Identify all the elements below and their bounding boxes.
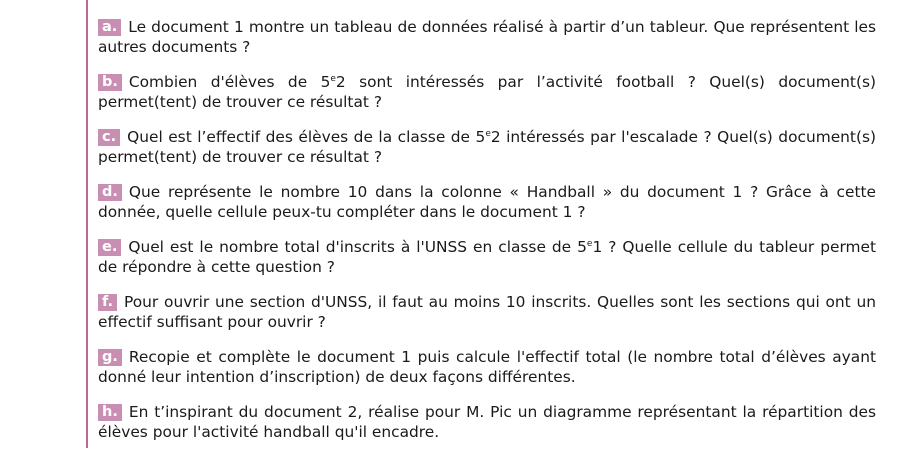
question-label-c: c.	[98, 129, 120, 146]
question-label-g: g.	[98, 349, 122, 366]
question-text-g: Recopie et complète le document 1 puis calcule l'effectif total (le nombre total d’élèves ayant donné leur intention d’inscription) de deux façons différentes.	[98, 348, 876, 386]
question-b	[98, 72, 876, 112]
question-text-e-end: 1 ? Quelle cellule du tableur permet de répondre à cette question ?	[98, 238, 876, 276]
question-label-d: d.	[98, 184, 122, 201]
question-text-d: Que représente le nombre 10 dans la colonne « Handball » du document 1 ? Grâce à cette donnée, quelle cellule peux-tu compléter dans le document 1 ?	[98, 183, 876, 221]
question-label-e: e.	[98, 239, 121, 256]
question-a	[98, 17, 876, 57]
question-text-c-start: Quel est l’effectif des élèves de la classe de 5	[127, 128, 486, 146]
question-text-b-start: Combien d'élèves de 5	[128, 73, 331, 91]
ordinal-superscript: e	[586, 239, 593, 249]
question-text-h: En t’inspirant du document 2, réalise pour M. Pic un diagramme représentant la répartition des élèves pour l'activité handball qu'il encadre.	[98, 403, 876, 441]
question-text-b-end: 2 sont intéressés par l’activité football ? Quel(s) document(s) permet(tent) de trouver ce résultat ?	[98, 73, 876, 111]
question-text-a: Le document 1 montre un tableau de données réalisé à partir d’un tableur. Que représentent les autres documents ?	[98, 18, 876, 56]
question-text-c-end: 2 intéressés par l'escalade ? Quel(s) document(s) permet(tent) de trouver ce résultat ?	[98, 128, 876, 166]
question-list	[98, 17, 876, 457]
question-label-f: f.	[98, 294, 117, 311]
question-label-b: b.	[98, 74, 122, 91]
question-h	[98, 402, 876, 442]
left-margin-rule	[86, 0, 88, 448]
question-label-a: a.	[98, 19, 121, 36]
question-e	[98, 237, 876, 277]
question-text-f: Pour ouvrir une section d'UNSS, il faut au moins 10 inscrits. Quelles sont les sections qui ont un effectif suffisant pour ouvrir ?	[98, 293, 876, 331]
ordinal-superscript: e	[330, 74, 336, 84]
question-d	[98, 182, 876, 222]
question-f	[98, 292, 876, 332]
question-g	[98, 347, 876, 387]
question-label-h: h.	[98, 404, 122, 421]
question-text-e-start: Quel est le nombre total d'inscrits à l'UNSS en classe de 5	[128, 238, 587, 256]
ordinal-superscript: e	[485, 129, 491, 139]
question-c	[98, 127, 876, 167]
